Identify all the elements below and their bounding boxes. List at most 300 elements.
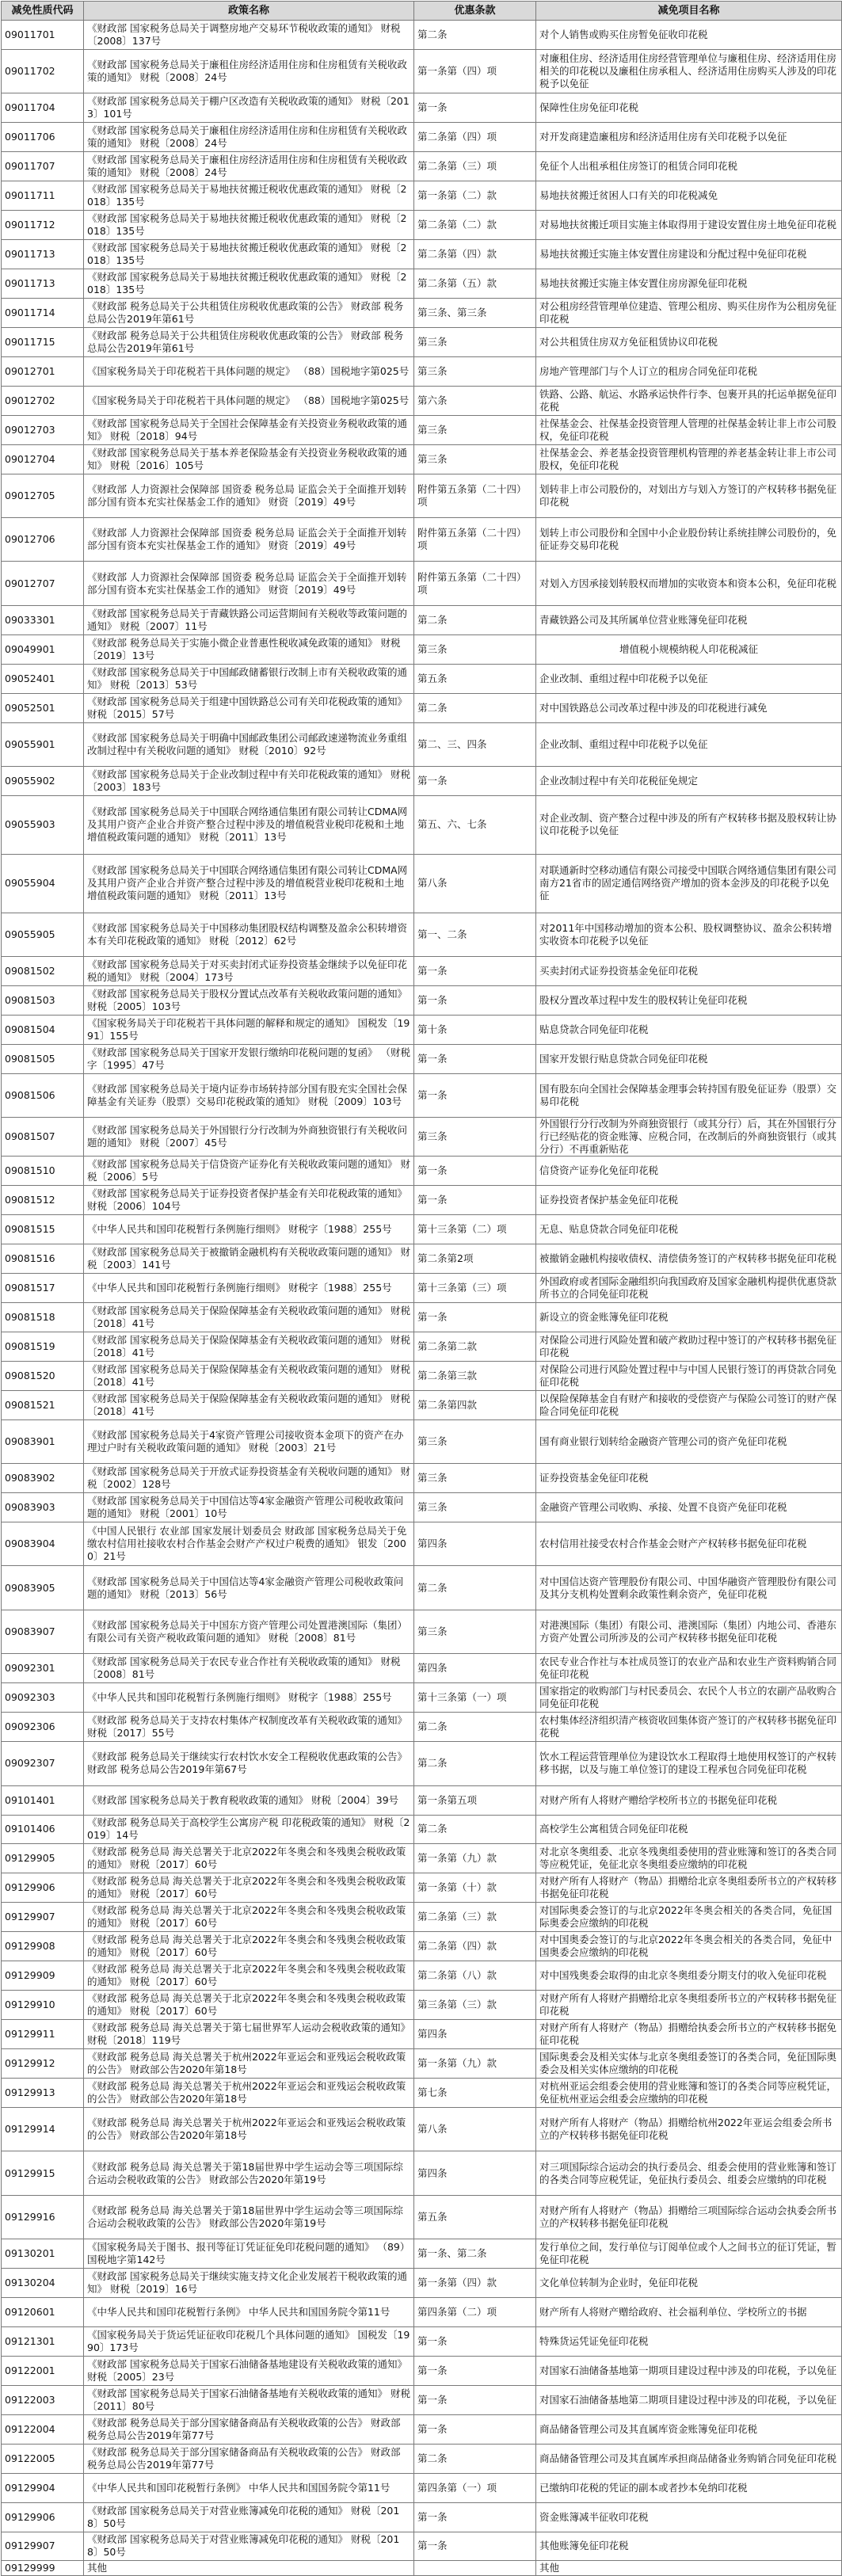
cell-policy: 《财政部 国家税务总局关于保险保障基金有关税收政策问题的通知》 财税〔2018〕41号 — [84, 1303, 414, 1332]
cell-code: 09049901 — [2, 634, 84, 664]
table-row — [2, 1566, 842, 1610]
cell-policy: 其他 — [84, 2561, 414, 2575]
cell-item: 证券投资者保护基金免征印花税 — [536, 1186, 842, 1215]
cell-item: 铁路、公路、航运、水路承运快件行李、包裹开具的托运单据免征印花税 — [536, 386, 842, 415]
cell-clause: 第一条 — [414, 2326, 536, 2356]
tax-relief-table — [1, 1, 842, 2576]
cell-clause: 第一条 — [414, 986, 536, 1016]
table-row — [2, 1654, 842, 1683]
cell-policy: 《财政部 国家税务总局关于调整房地产交易环节税收政策的通知》 财税〔2008〕137号 — [84, 21, 414, 50]
cell-item: 对财产所有人将财产捐赠给北京冬奥组委所书立的产权转移书据免征印花税 — [536, 1991, 842, 2020]
cell-code: 09081512 — [2, 1186, 84, 1215]
cell-item: 对国家石油储备基地第二期项目建设过程中涉及的印花税，予以免征 — [536, 2385, 842, 2414]
header-item: 减免项目名称 — [536, 2, 842, 21]
cell-policy: 《财政部 税务总局 海关总署关于杭州2022年亚运会和亚残运会税收政策的公告》 财政部公告2020年第18号 — [84, 2107, 414, 2151]
cell-code: 09129910 — [2, 1991, 84, 2020]
cell-policy: 《财政部 国家税务总局关于被撤销金融机构有关税收政策问题的通知》 财税〔2003〕141号 — [84, 1244, 414, 1274]
table-row — [2, 269, 842, 298]
cell-item: 对保险公司进行风险处置过程中与中国人民银行签订的再贷款合同免征印花税 — [536, 1361, 842, 1390]
cell-clause: 第一条 — [414, 1073, 536, 1117]
cell-policy: 《财政部 税务总局 海关总署关于北京2022年冬奥会和冬残奥会税收政策的通知》 财税〔2017〕60号 — [84, 1961, 414, 1991]
cell-policy: 《财政部 税务总局关于高校学生公寓房产税 印花税政策的通知》 财税〔2019〕14号 — [84, 1815, 414, 1844]
cell-policy: 《财政部 税务总局关于部分国家储备商品有关税收政策的公告》 财政部 税务总局公告2019年第77号 — [84, 2444, 414, 2473]
cell-policy: 《财政部 国家税务总局关于信贷资产证券化有关税收政策问题的通知》 财税〔2006〕5号 — [84, 1157, 414, 1186]
cell-code: 09129916 — [2, 2195, 84, 2239]
cell-code: 09129907 — [2, 2532, 84, 2561]
cell-item: 对2011年中国移动增加的资本公积、股权调整协议、盈余公积转增实收资本印花税予以免征 — [536, 913, 842, 956]
cell-code: 09011714 — [2, 298, 84, 327]
table-row — [2, 181, 842, 211]
table-row — [2, 386, 842, 415]
cell-code: 09081510 — [2, 1157, 84, 1186]
cell-code: 09129907 — [2, 1903, 84, 1932]
table-row — [2, 2385, 842, 2414]
cell-policy: 《财政部 国家税务总局关于对买卖封闭式证券投资基金继续予以免征印花税的通知》 财税〔2004〕173号 — [84, 957, 414, 986]
cell-item: 对中国残奥委会取得的由北京冬奥组委分期支付的收入免征印花税 — [536, 1961, 842, 1991]
cell-item: 对公共租赁住房双方免征租赁协议印花税 — [536, 327, 842, 356]
cell-clause: 第二条 — [414, 693, 536, 722]
cell-policy: 《财政部 国家税务总局关于明确中国邮政集团公司邮政速递物流业务重组改制过程中有关税收问题的通知》 财税〔2010〕92号 — [84, 722, 414, 766]
table-row — [2, 1390, 842, 1419]
cell-clause: 第一条 — [414, 1157, 536, 1186]
cell-code: 09011712 — [2, 211, 84, 240]
cell-clause: 第二条第三款 — [414, 1361, 536, 1390]
cell-code: 09129909 — [2, 1961, 84, 1991]
table-row — [2, 2414, 842, 2444]
cell-item: 划转非上市公司股份的，对划出方与划入方签订的产权转移书据免征印花税 — [536, 474, 842, 517]
table-row — [2, 211, 842, 240]
table-row — [2, 605, 842, 634]
cell-clause: 第四条第（二）项 — [414, 2298, 536, 2327]
table-row — [2, 2020, 842, 2049]
cell-code: 09122001 — [2, 2356, 84, 2385]
cell-code: 09081517 — [2, 1274, 84, 1303]
cell-code: 09081505 — [2, 1044, 84, 1073]
cell-code: 09101401 — [2, 1785, 84, 1815]
table-row — [2, 986, 842, 1016]
cell-policy: 《财政部 国家税务总局关于外国银行分行改制为外商独资银行有关税收问题的通知》 财税〔2007〕45号 — [84, 1118, 414, 1157]
cell-clause: 第四条 — [414, 1522, 536, 1566]
cell-policy: 《财政部 国家税务总局关于证券投资者保护基金有关印花税政策的通知》 财税〔2006〕104号 — [84, 1186, 414, 1215]
cell-item: 易地扶贫搬迁实施主体安置住房建设和分配过程中免征印花税 — [536, 240, 842, 269]
cell-item: 企业改制、重组过程中印花税予以免征 — [536, 722, 842, 766]
cell-item: 对公租房经营管理单位建造、管理公租房、购买住房作为公租房免征印花税 — [536, 298, 842, 327]
cell-policy: 《财政部 税务总局关于公共租赁住房税收优惠政策的公告》 财政部 税务总局公告2019年第61号 — [84, 298, 414, 327]
cell-policy: 《财政部 国家税务总局关于基本养老保险基金有关投资业务税收政策的通知》 财税〔2016〕105号 — [84, 444, 414, 474]
cell-clause: 第一条 — [414, 2356, 536, 2385]
cell-code: 09011715 — [2, 327, 84, 356]
cell-clause: 第一条 — [414, 2414, 536, 2444]
cell-clause: 第五条 — [414, 664, 536, 693]
cell-policy: 《财政部 税务总局 海关总署关于第18届世界中学生运动会等三项国际综合运动会税收政策的公告》 财政部公告2020年第19号 — [84, 2151, 414, 2195]
table-row — [2, 1713, 842, 1742]
cell-policy: 《财政部 税务总局关于支持农村集体产权制度改革有关税收政策的通知》 财税〔2017〕55号 — [84, 1713, 414, 1742]
table-row — [2, 2502, 842, 2532]
cell-policy: 《中华人民共和国印花税暂行条例施行细则》 财税字〔1988〕255号 — [84, 1274, 414, 1303]
cell-policy: 《财政部 税务总局关于继续实行农村饮水安全工程税收优惠政策的公告》 财政部 税务总局公告2019年第67号 — [84, 1742, 414, 1785]
table-row — [2, 2239, 842, 2269]
cell-item: 免征个人出租承租住房签订的租赁合同印花税 — [536, 152, 842, 181]
cell-item: 特殊货运凭证免征印花税 — [536, 2326, 842, 2356]
cell-item: 对个人销售或购买住房暂免征收印花税 — [536, 21, 842, 50]
cell-clause: 附件第五条第（二十四）项 — [414, 562, 536, 605]
table-row — [2, 1873, 842, 1903]
cell-clause: 第六条 — [414, 386, 536, 415]
table-row — [2, 2195, 842, 2239]
cell-item: 高校学生公寓租赁合同免征印花税 — [536, 1815, 842, 1844]
table-row — [2, 1186, 842, 1215]
cell-item: 饮水工程运营管理单位为建设饮水工程取得土地使用权签订的产权转移书据，以及与施工单位签订的建设工程承包合同免征印花税 — [536, 1742, 842, 1785]
table-row — [2, 2269, 842, 2298]
cell-item: 对联通新时空移动通信有限公司接受中国联合网络通信集团有限公司南方21省市的固定通信网络资产增加的资本金涉及的印花税予以免征 — [536, 854, 842, 913]
table-row — [2, 152, 842, 181]
cell-policy: 《财政部 国家税务总局关于易地扶贫搬迁税收优惠政策的通知》 财税〔2018〕135号 — [84, 240, 414, 269]
table-row — [2, 327, 842, 356]
cell-item: 对财产所有人将财产（物品）捐赠给杭州2022年亚运会组委会所书立的产权转移书据免征印花税 — [536, 2107, 842, 2151]
cell-clause: 第一条 — [414, 93, 536, 123]
cell-policy: 《财政部 国家税务总局关于组建中国铁路总公司有关印花税政策的通知》 财税〔2015〕57号 — [84, 693, 414, 722]
cell-item: 对财产所有人将财产（物品）捐赠给北京冬奥组委所书立的产权转移书据免征印花税 — [536, 1873, 842, 1903]
cell-clause: 第二条第（四）项 — [414, 123, 536, 152]
table-row — [2, 1419, 842, 1463]
cell-policy: 《财政部 国家税务总局关于保险保障基金有关税收政策问题的通知》 财税〔2018〕41号 — [84, 1361, 414, 1390]
cell-clause: 第十三条第（三）项 — [414, 1274, 536, 1303]
cell-policy: 《财政部 国家税务总局关于中国东方资产管理公司处置港澳国际（集团）有限公司有关资产税收政策问题的通知》 财税〔2008〕81号 — [84, 1610, 414, 1653]
cell-item: 无息、贴息贷款合同免征印花税 — [536, 1215, 842, 1244]
cell-clause: 第二条第（四）款 — [414, 240, 536, 269]
cell-policy: 《中华人民共和国印花税暂行条例施行细则》 财税字〔1988〕255号 — [84, 1683, 414, 1713]
cell-item: 国家指定的收购部门与村民委员会、农民个人书立的农副产品收购合同免征印花税 — [536, 1683, 842, 1713]
cell-clause: 第一条、第二条 — [414, 2239, 536, 2269]
cell-code: 09129913 — [2, 2078, 84, 2107]
table-row — [2, 1742, 842, 1785]
cell-clause: 第十三条第（二）项 — [414, 1215, 536, 1244]
table-row — [2, 2444, 842, 2473]
cell-clause: 第二条 — [414, 1742, 536, 1785]
cell-policy: 《财政部 国家税务总局关于易地扶贫搬迁税收优惠政策的通知》 财税〔2018〕135号 — [84, 211, 414, 240]
cell-code: 09011713 — [2, 240, 84, 269]
cell-clause: 第一条 — [414, 2385, 536, 2414]
cell-code: 09129999 — [2, 2561, 84, 2575]
cell-code: 09012705 — [2, 474, 84, 517]
cell-item: 国有商业银行划转给金融资产管理公司的资产免征印花税 — [536, 1419, 842, 1463]
cell-policy: 《财政部 国家税务总局关于易地扶贫搬迁税收优惠政策的通知》 财税〔2018〕135号 — [84, 181, 414, 211]
table-row — [2, 2532, 842, 2561]
cell-item: 资金账簿减半征收印花税 — [536, 2502, 842, 2532]
cell-policy: 《财政部 国家税务总局关于境内证券市场转持部分国有股充实全国社会保障基金有关证券（股票）交易印花税政策的通知》 财税〔2009〕103号 — [84, 1073, 414, 1117]
cell-item: 保障性住房免征印花税 — [536, 93, 842, 123]
cell-code: 09129912 — [2, 2049, 84, 2079]
cell-item: 企业改制过程中有关印花税征免规定 — [536, 766, 842, 795]
cell-item: 新设立的资金账簿免征印花税 — [536, 1303, 842, 1332]
cell-clause: 第一条第五项 — [414, 1785, 536, 1815]
cell-item: 国家开发银行贴息贷款合同免征印花税 — [536, 1044, 842, 1073]
cell-item: 发行单位之间，发行单位与订阅单位或个人之间书立的征订凭证，暂免征印花税 — [536, 2239, 842, 2269]
cell-code: 09055901 — [2, 722, 84, 766]
cell-item: 证券投资基金免征印花税 — [536, 1464, 842, 1493]
cell-clause: 第八条 — [414, 2107, 536, 2151]
cell-code: 09081520 — [2, 1361, 84, 1390]
cell-code: 09012704 — [2, 444, 84, 474]
table-row — [2, 2107, 842, 2151]
cell-code: 09081502 — [2, 957, 84, 986]
cell-clause: 第一条 — [414, 2502, 536, 2532]
cell-code: 09011711 — [2, 181, 84, 211]
cell-code: 09011707 — [2, 152, 84, 181]
cell-item: 农村信用社接受农村合作基金会财产产权转移书据免征印花税 — [536, 1522, 842, 1566]
cell-item: 对保险公司进行风险处置和破产救助过程中签订的产权转移书据免征印花税 — [536, 1332, 842, 1361]
table-row — [2, 240, 842, 269]
cell-clause: 第二条 — [414, 2444, 536, 2473]
cell-item: 其他 — [536, 2561, 842, 2575]
cell-code: 09129905 — [2, 1844, 84, 1873]
cell-code: 09083905 — [2, 1566, 84, 1610]
cell-policy: 《财政部 国家税务总局关于对营业账簿减免印花税的通知》 财税〔2018〕50号 — [84, 2532, 414, 2561]
table-row — [2, 2049, 842, 2079]
table-row — [2, 474, 842, 517]
cell-code: 09101406 — [2, 1815, 84, 1844]
table-row — [2, 854, 842, 913]
table-row — [2, 2151, 842, 2195]
cell-policy: 《财政部 国家税务总局关于企业改制过程中有关印花税政策的通知》 财税〔2003〕183号 — [84, 766, 414, 795]
cell-clause: 第四条 — [414, 2020, 536, 2049]
cell-clause: 第二条第（三）款 — [414, 1903, 536, 1932]
cell-item: 文化单位转制为企业时，免征印花税 — [536, 2269, 842, 2298]
cell-clause: 第七条 — [414, 2078, 536, 2107]
cell-policy: 《财政部 税务总局 海关总署关于北京2022年冬奥会和冬残奥会税收政策的通知》 财税〔2017〕60号 — [84, 1903, 414, 1932]
cell-clause: 第三条 — [414, 327, 536, 356]
table-row — [2, 1361, 842, 1390]
table-row — [2, 1157, 842, 1186]
cell-clause: 第十条 — [414, 1016, 536, 1045]
cell-policy: 《财政部 税务总局 海关总署关于北京2022年冬奥会和冬残奥会税收政策的通知》 财税〔2017〕60号 — [84, 1991, 414, 2020]
cell-policy: 《财政部 国家税务总局关于保险保障基金有关税收政策问题的通知》 财税〔2018〕41号 — [84, 1390, 414, 1419]
cell-policy: 《财政部 国家税务总局关于中国联合网络通信集团有限公司转让CDMA网及其用户资产企业合并资产整合过程中涉及的增值税营业税印花税和土地增值税政策问题的通知》 财税〔2011〕13号 — [84, 854, 414, 913]
cell-policy: 《财政部 国家税务总局关于国家开发银行缴纳印花税问题的复函》 （财税字〔1995〕47号 — [84, 1044, 414, 1073]
cell-code: 09052401 — [2, 664, 84, 693]
cell-item: 社保基金会、社保基金投资管理人管理的社保基金转让非上市公司股权，免征印花税 — [536, 415, 842, 444]
cell-item: 易地扶贫搬迁贫困人口有关的印花税减免 — [536, 181, 842, 211]
cell-clause: 第二条第二款 — [414, 1332, 536, 1361]
cell-policy: 《财政部 国家税务总局关于农民专业合作社有关税收政策的通知》 财税〔2008〕81号 — [84, 1654, 414, 1683]
cell-item: 国际奥委会及相关实体与北京冬奥组委签订的各类合同，免征国际奥委会及相关实体应缴纳的印花税 — [536, 2049, 842, 2079]
cell-code: 09092306 — [2, 1713, 84, 1742]
cell-clause: 第二条第（四）款 — [414, 1932, 536, 1961]
cell-item: 对划入方因承接划转股权而增加的实收资本和资本公积，免征印花税 — [536, 562, 842, 605]
cell-policy: 《财政部 税务总局关于公共租赁住房税收优惠政策的公告》 财政部 税务总局公告2019年第61号 — [84, 327, 414, 356]
cell-policy: 《财政部 税务总局 海关总署关于杭州2022年亚运会和亚残运会税收政策的公告》 财政部公告2020年第18号 — [84, 2078, 414, 2107]
header-policy: 政策名称 — [84, 2, 414, 21]
table-row — [2, 1961, 842, 1991]
cell-policy: 《财政部 国家税务总局关于4家资产管理公司接收资本金项下的资产在办理过户时有关税收政策问题的通知》 财税〔2003〕21号 — [84, 1419, 414, 1463]
cell-code: 09081506 — [2, 1073, 84, 1117]
cell-clause: 第三条 — [414, 1464, 536, 1493]
cell-clause: 第一条 — [414, 1303, 536, 1332]
table-row — [2, 1991, 842, 2020]
header-code: 减免性质代码 — [2, 2, 84, 21]
cell-clause: 第三条 — [414, 1118, 536, 1157]
cell-policy: 《财政部 国家税务总局关于对营业账簿减免印花税的通知》 财税〔2018〕50号 — [84, 2502, 414, 2532]
cell-policy: 《财政部 国家税务总局关于教育税收政策的通知》 财税〔2004〕39号 — [84, 1785, 414, 1815]
cell-item: 社保基金会、养老基金投资管理机构管理的养老基金转让非上市公司股权，免征印花税 — [536, 444, 842, 474]
cell-code: 09055905 — [2, 913, 84, 956]
table-body — [2, 21, 842, 2576]
cell-clause: 第二条 — [414, 1815, 536, 1844]
cell-code: 09081521 — [2, 1390, 84, 1419]
cell-item: 对杭州亚运会组委会使用的营业账簿和签订的各类合同等应税凭证，免征杭州亚运会组委会应缴纳的印花税 — [536, 2078, 842, 2107]
cell-clause: 第二条第（三）项 — [414, 152, 536, 181]
cell-code: 09129911 — [2, 2020, 84, 2049]
cell-clause: 第一条 — [414, 2532, 536, 2561]
cell-policy: 《财政部 税务总局 海关总署关于第七届世界军人运动会税收政策的通知》 财税〔2018〕119号 — [84, 2020, 414, 2049]
cell-item: 对中国奥委会签订的与北京2022年冬奥会相关的各类合同，免征中国奥委会应缴纳的印花税 — [536, 1932, 842, 1961]
cell-code: 09081504 — [2, 1016, 84, 1045]
table-row — [2, 1303, 842, 1332]
cell-policy: 《财政部 国家税务总局关于棚户区改造有关税收政策的通知》 财税〔2013〕101号 — [84, 93, 414, 123]
cell-code: 09012707 — [2, 562, 84, 605]
cell-code: 09081519 — [2, 1332, 84, 1361]
table-row — [2, 93, 842, 123]
table-row — [2, 1464, 842, 1493]
table-row — [2, 444, 842, 474]
cell-code: 09081515 — [2, 1215, 84, 1244]
table-row — [2, 693, 842, 722]
cell-clause: 第一条 — [414, 1044, 536, 1073]
cell-item: 贴息贷款合同免征印花税 — [536, 1016, 842, 1045]
cell-clause: 第二、三、四条 — [414, 722, 536, 766]
table-row — [2, 1016, 842, 1045]
cell-item: 被撤销金融机构接收债权、清偿债务签订的产权转移书据免征印花税 — [536, 1244, 842, 1274]
table-row — [2, 49, 842, 93]
cell-code: 09130204 — [2, 2269, 84, 2298]
cell-policy: 《中国人民银行 农业部 国家发展计划委员会 财政部 国家税务总局关于免缴农村信用社接收农村合作基金会财产产权过户税费的通知》 银发〔2000〕21号 — [84, 1522, 414, 1566]
cell-policy: 《财政部 国家税务总局关于全国社会保障基金有关投资业务税收政策的通知》 财税〔2018〕94号 — [84, 415, 414, 444]
table-row — [2, 913, 842, 956]
cell-code: 09055902 — [2, 766, 84, 795]
cell-code: 09081516 — [2, 1244, 84, 1274]
cell-item: 买卖封闭式证券投资基金免征印花税 — [536, 957, 842, 986]
table-row — [2, 517, 842, 561]
table-row — [2, 1785, 842, 1815]
cell-clause: 第一条第（九）款 — [414, 1844, 536, 1873]
cell-policy: 《国家税务局关于图书、报刊等征订凭证征免印花税问题的通知》 （89）国税地字第142号 — [84, 2239, 414, 2269]
cell-item: 易地扶贫搬迁实施主体安置住房房源免征印花税 — [536, 269, 842, 298]
cell-clause: 第三条 — [414, 415, 536, 444]
cell-clause: 第三条 — [414, 634, 536, 664]
cell-policy: 《财政部 国家税务总局关于国家石油储备基地建设有关税收政策的通知》 财税〔2005〕23号 — [84, 2356, 414, 2385]
cell-policy: 《财政部 人力资源社会保障部 国资委 税务总局 证监会关于全面推开划转部分国有资本充实社保基金工作的通知》 财资〔2019〕49号 — [84, 474, 414, 517]
cell-code: 09092307 — [2, 1742, 84, 1785]
table-row — [2, 795, 842, 854]
cell-code: 09121301 — [2, 2326, 84, 2356]
table-row — [2, 356, 842, 386]
cell-code: 09092303 — [2, 1683, 84, 1713]
cell-item: 对北京冬奥组委、北京冬残奥组委使用的营业账簿和签订的各类合同等应税凭证，免征北京冬奥组委应缴纳的印花税 — [536, 1844, 842, 1873]
cell-policy: 《财政部 税务总局关于部分国家储备商品有关税收政策的公告》 财政部 税务总局公告2019年第77号 — [84, 2414, 414, 2444]
cell-policy: 《财政部 税务总局 海关总署关于北京2022年冬奥会和冬残奥会税收政策的通知》 财税〔2017〕60号 — [84, 1932, 414, 1961]
cell-policy: 《财政部 国家税务总局关于青藏铁路公司运营期间有关税收等政策问题的通知》 财税〔2007〕11号 — [84, 605, 414, 634]
cell-item: 股权分置改革过程中发生的股权转让免征印花税 — [536, 986, 842, 1016]
cell-code: 09081507 — [2, 1118, 84, 1157]
cell-item: 对财产所有人将财产赠给学校所书立的书据免征印花税 — [536, 1785, 842, 1815]
cell-clause: 第一、二条 — [414, 913, 536, 956]
cell-clause: 第二条 — [414, 1713, 536, 1742]
cell-clause: 第一条第（四）项 — [414, 49, 536, 93]
table-row — [2, 415, 842, 444]
cell-policy: 《财政部 税务总局 海关总署关于北京2022年冬奥会和冬残奥会税收政策的通知》 财税〔2017〕60号 — [84, 1844, 414, 1873]
cell-clause: 第一条第（四）款 — [414, 2269, 536, 2298]
cell-clause: 第二条第四款 — [414, 1390, 536, 1419]
cell-code: 09129914 — [2, 2107, 84, 2151]
cell-code: 09122003 — [2, 2385, 84, 2414]
cell-policy: 《中华人民共和国印花税暂行条例施行细则》 财税字〔1988〕255号 — [84, 1215, 414, 1244]
cell-clause: 第四条 — [414, 1654, 536, 1683]
table-row — [2, 2326, 842, 2356]
table-row — [2, 1332, 842, 1361]
cell-code: 09122004 — [2, 2414, 84, 2444]
cell-policy: 《财政部 国家税务总局关于继续实施支持文化企业发展若干税收政策的通知》 财税〔2019〕16号 — [84, 2269, 414, 2298]
cell-policy: 《财政部 人力资源社会保障部 国资委 税务总局 证监会关于全面推开划转部分国有资本充实社保基金工作的通知》 财资〔2019〕49号 — [84, 562, 414, 605]
cell-clause: 第十三条第（一）项 — [414, 1683, 536, 1713]
cell-code: 09083904 — [2, 1522, 84, 1566]
cell-item: 其他账簿免征印花税 — [536, 2532, 842, 2561]
cell-item: 企业改制、重组过程中印花税予以免征 — [536, 664, 842, 693]
cell-policy: 《财政部 税务总局 海关总署关于杭州2022年亚运会和亚残运会税收政策的公告》 财政部公告2020年第18号 — [84, 2049, 414, 2079]
cell-item: 以保险保障基金自有财产和接收的受偿资产与保险公司签订的财产保险合同免征印花税 — [536, 1390, 842, 1419]
table-row — [2, 957, 842, 986]
cell-item: 对廉租住房、经济适用住房经营管理单位与廉租住房、经济适用住房相关的印花税以及廉租住房承租人、经济适用住房购买人涉及的印花税予以免征 — [536, 49, 842, 93]
table-row — [2, 1044, 842, 1073]
cell-clause: 第一条第（九）款 — [414, 2049, 536, 2079]
table-row — [2, 1244, 842, 1274]
table-row — [2, 1215, 842, 1244]
cell-code: 09055903 — [2, 795, 84, 854]
cell-policy: 《财政部 国家税务总局关于中国信达等4家金融资产管理公司税收政策问题的通知》 财税〔2013〕56号 — [84, 1566, 414, 1610]
cell-code: 09130201 — [2, 2239, 84, 2269]
cell-item: 对国际奥委会签订的与北京2022年冬奥会相关的各类合同，免征国际奥委会应缴纳的印花税 — [536, 1903, 842, 1932]
cell-item: 外国银行分行改制为外商独资银行（或其分行）后，其在外国银行分行已经贴花的资金账簿、应税合同，在改制后的外商独资银行（或其分行）不再重新贴花 — [536, 1118, 842, 1157]
table-row — [2, 1522, 842, 1566]
cell-code: 09011704 — [2, 93, 84, 123]
cell-policy: 《财政部 税务总局 海关总署关于北京2022年冬奥会和冬残奥会税收政策的通知》 财税〔2017〕60号 — [84, 1873, 414, 1903]
cell-clause: 第五条 — [414, 2195, 536, 2239]
cell-policy: 《国家税务局关于印花税若干具体问题的规定》 （88）国税地字第025号 — [84, 386, 414, 415]
table-row — [2, 1932, 842, 1961]
cell-policy: 《国家税务局关于货运凭证征收印花税几个具体问题的通知》 国税发〔1990〕173号 — [84, 2326, 414, 2356]
cell-clause: 第二条第（二）款 — [414, 211, 536, 240]
cell-clause — [414, 2561, 536, 2575]
table-row — [2, 1610, 842, 1653]
table-row — [2, 1073, 842, 1117]
table-row — [2, 664, 842, 693]
cell-clause: 第二条第（五）款 — [414, 269, 536, 298]
cell-clause: 第三条第（三）款 — [414, 1991, 536, 2020]
cell-clause: 第一条 — [414, 766, 536, 795]
cell-policy: 《财政部 国家税务总局关于国家石油储备基地有关税收政策的通知》 财税〔2011〕80号 — [84, 2385, 414, 2414]
cell-code: 09012706 — [2, 517, 84, 561]
table-row — [2, 722, 842, 766]
cell-item: 商品储备管理公司及其直属库承担商品储备业务购销合同免征印花税 — [536, 2444, 842, 2473]
table-row — [2, 2356, 842, 2385]
cell-policy: 《财政部 国家税务总局关于开放式证券投资基金有关税收问题的通知》 财税〔2002〕128号 — [84, 1464, 414, 1493]
cell-code: 09129915 — [2, 2151, 84, 2195]
cell-code: 09129908 — [2, 1932, 84, 1961]
table-row — [2, 2473, 842, 2502]
cell-item: 对三项国际综合运动会的执行委员会、组委会使用的营业账簿和签订的各类合同等应税凭证，免征执行委员会、组委会应缴纳的印花税 — [536, 2151, 842, 2195]
cell-policy: 《财政部 人力资源社会保障部 国资委 税务总局 证监会关于全面推开划转部分国有资本充实社保基金工作的通知》 财资〔2019〕49号 — [84, 517, 414, 561]
cell-item: 国有股东向全国社会保障基金理事会转持国有股免征证券（股票）交易印花税 — [536, 1073, 842, 1117]
cell-code: 09129904 — [2, 2473, 84, 2502]
